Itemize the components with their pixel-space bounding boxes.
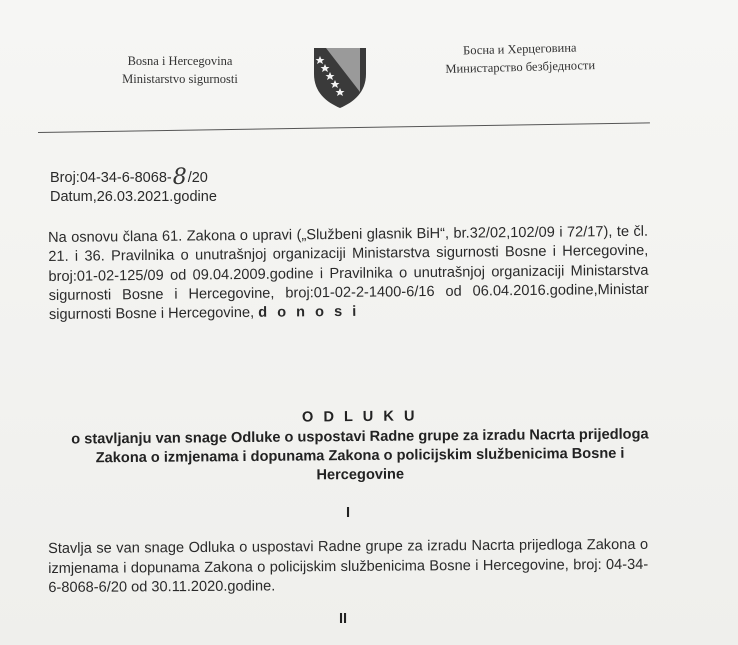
ministry-name-cyrillic: Министарство безбједности [445, 58, 596, 76]
country-name-latin: Bosna i Hercegovina [127, 54, 233, 68]
legal-basis-paragraph [48, 223, 649, 326]
country-name-cyrillic: Босна и Херцеговина [462, 40, 577, 58]
decision-heading: O D L U K U [301, 408, 418, 426]
reference-block [50, 166, 217, 207]
decision-title [60, 405, 661, 487]
handwritten-number: 8 [172, 165, 187, 190]
section-number-two: II [338, 611, 348, 627]
coat-of-arms-icon [310, 44, 370, 110]
date-line: Datum,26.03.2021.godine [50, 189, 217, 205]
donosi-word: d o n o s i [258, 303, 360, 321]
legal-basis-text: Na osnovu člana 61. Zakona o upravi („Službeni glasnik BiH“, br.32/02,102/09 i 72/17), te čl. 21. i 36. Pravilnika o unutrašnjoj organizaciji Ministarstva sigurnosti Bosne i Hercegovine, broj:01-02-125/09 od 09.04.2009.godine i Pravilnika o unutrašnjoj organizaciji Ministarstva sigurnosti Bosne i Hercegovine, broj:01-02-2-1400-6/16 od 06.04.2016.godine,Ministar sigurnosti Bosne i Hercegovine, [48, 223, 649, 324]
section-one-text: Stavlja se van snage Odluka o uspostavi Radne grupe za izradu Nacrta prijedloga Zakona o izmjenama i dopunama Zakona o policijskim službenicima Bosne i Hercegovine, broj: 04-34-6-8068-6/20 od 30.11.2020.godine. [48, 536, 649, 596]
ministry-name-latin: Ministarstvo sigurnosti [122, 72, 238, 86]
section-number-one: I [345, 505, 351, 521]
reference-number: Broj:04-34-6-8068-8/20 [50, 165, 208, 190]
header-left-latin [100, 52, 260, 88]
header-divider [38, 122, 650, 133]
decision-subtitle: o stavljanju van snage Odluke o uspostavi Radne grupe za izradu Nacrta prijedloga Zakona o izmjenama i dopunama Zakona o policijskim službenicima Bosne i Hercegovine [71, 426, 649, 484]
header-right-cyrillic [420, 37, 621, 78]
